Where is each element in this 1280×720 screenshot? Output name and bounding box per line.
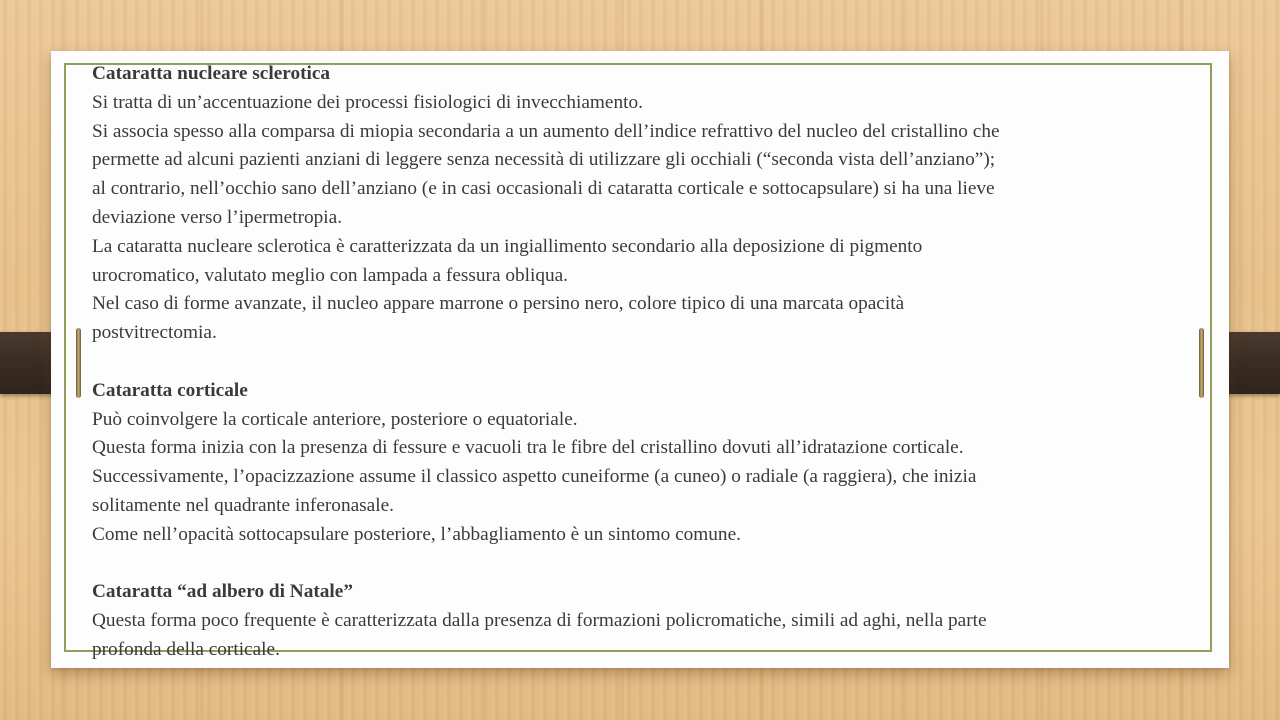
body-line: urocromatico, valutato meglio con lampada a fessura obliqua. — [92, 264, 568, 286]
body-line: Successivamente, l’opacizzazione assume il classico aspetto cuneiforme (a cuneo) o radiale (a raggiera), che inizia — [92, 466, 977, 488]
body-line: Questa forma poco frequente è caratterizzata dalla presenza di formazioni policromatiche, simili ad aghi, nella parte — [92, 610, 987, 632]
right-pin — [1199, 328, 1204, 398]
body-line: Questa forma inizia con la presenza di fessure e vacuoli tra le fibre del cristallino dovuti all’idratazione corticale. — [92, 437, 964, 459]
section-heading-albero-di-natale: Cataratta “ad albero di Natale” — [92, 581, 353, 603]
body-line: Si associa spesso alla comparsa di miopia secondaria a un aumento dell’indice refrattivo del nucleo del cristallino che — [92, 120, 1000, 142]
body-line: Nel caso di forme avanzate, il nucleo appare marrone o persino nero, colore tipico di una marcata opacità — [92, 293, 905, 315]
body-line: La cataratta nucleare sclerotica è caratterizzata da un ingiallimento secondario alla deposizione di pigmento — [92, 235, 923, 257]
paragraph-gap — [92, 550, 1182, 579]
slide-card — [51, 51, 1229, 668]
slide-content — [92, 60, 1182, 660]
body-line: solitamente nel quadrante inferonasale. — [92, 494, 394, 516]
left-pin — [76, 328, 81, 398]
body-line: permette ad alcuni pazienti anziani di leggere senza necessità di utilizzare gli occhiali (“seconda vista dell’anziano”); — [92, 149, 996, 171]
body-line: al contrario, nell’occhio sano dell’anziano (e in casi occasionali di cataratta corticale e sottocapsulare) si ha una lieve — [92, 178, 995, 200]
body-line: Come nell’opacità sottocapsulare posteriore, l’abbagliamento è un sintomo comune. — [92, 523, 741, 545]
body-line: postvitrectomia. — [92, 322, 217, 344]
body-line: deviazione verso l’ipermetropia. — [92, 206, 343, 228]
section-heading-corticale: Cataratta corticale — [92, 379, 248, 401]
section-heading-nucleare: Cataratta nucleare sclerotica — [92, 63, 331, 84]
body-line: Si tratta di un’accentuazione dei processi fisiologici di invecchiamento. — [92, 91, 643, 113]
body-line: profonda della corticale. — [92, 638, 280, 660]
body-line: Può coinvolgere la corticale anteriore, posteriore o equatoriale. — [92, 408, 578, 430]
paragraph-gap — [92, 348, 1182, 377]
